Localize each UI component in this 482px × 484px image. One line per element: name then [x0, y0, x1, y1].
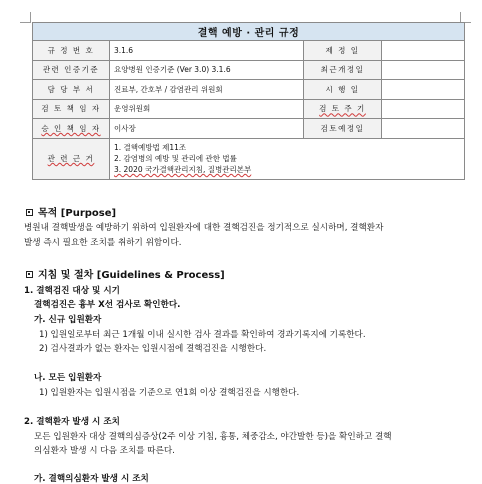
value-regulation-number: 3.1.6	[110, 41, 304, 61]
regulation-info-table	[32, 22, 465, 180]
value-last-revision-date	[382, 60, 465, 80]
section-heading-purpose	[26, 204, 116, 219]
label-next-review-date: 검토예정일	[304, 119, 382, 139]
label-related-standard: 관련 인증기준	[33, 60, 110, 80]
value-related-standard: 요양병원 인증기준 (Ver 3.0) 3.1.6	[110, 60, 304, 80]
value-reviewer: 운영위원회	[110, 99, 304, 119]
paragraph-text: 모든 입원환자 대상 결핵의심증상(2주 이상 기침, 흉통, 체중감소, 야간발한 등)을 확인하고 결핵	[34, 432, 392, 442]
value-legal-basis	[110, 138, 465, 179]
value-enactment-date	[382, 41, 465, 61]
value-department: 진료부, 간호부 / 감염관리 위원회	[110, 80, 304, 100]
reference-item: 1. 결핵예방법 제11조	[114, 143, 187, 152]
table-row	[33, 60, 465, 80]
label-review-cycle: 검 토 주 기	[304, 99, 382, 119]
purpose-text-line: 병원내 결핵발생을 예방하기 위하여 입원환자에 대한 결핵검진을 정기적으로 실시하며, 결핵환자	[24, 223, 384, 233]
list-item: 1) 입원환자는 입원시점을 기준으로 연1회 이상 결핵검진을 시행한다.	[39, 388, 300, 398]
table-row	[33, 80, 465, 100]
label-regulation-number: 규 정 번 호	[33, 41, 110, 61]
value-effective-date	[382, 80, 465, 100]
table-row	[33, 41, 465, 61]
label-reviewer: 검 토 책 임 자	[33, 99, 110, 119]
item-title: 가. 결핵의심환자 발생 시 조치	[34, 474, 149, 484]
label-department: 담 당 부 서	[33, 80, 110, 100]
value-review-cycle	[382, 99, 465, 119]
reference-item: 2. 감염병의 예방 및 관리에 관한 법률	[114, 154, 237, 163]
table-row	[33, 138, 465, 179]
list-item: 2) 검사결과가 없는 환자는 입원시점에 결핵검진을 시행한다.	[39, 344, 267, 354]
section-heading-guidelines	[26, 266, 225, 281]
value-approver: 이사장	[110, 119, 304, 139]
subsection-title: 2. 결핵환자 발생 시 조치	[24, 417, 120, 427]
paragraph-text: 결핵검진은 흉부 X선 검사로 확인한다.	[34, 300, 181, 310]
label-enactment-date: 제 정 일	[304, 41, 382, 61]
label-legal-basis: 관 련 근 거	[33, 138, 110, 179]
square-bullet-icon	[26, 271, 33, 278]
list-item: 1) 입원일로부터 최근 1개월 이내 실시한 검사 결과를 확인하여 경과기록지에 기록한다.	[39, 330, 366, 340]
label-last-revision-date: 최근개정일	[304, 60, 382, 80]
document-title: 결핵 예방 · 관리 규정	[33, 23, 465, 41]
label-effective-date: 시 행 일	[304, 80, 382, 100]
section-heading-text: 지침 및 절차 [Guidelines & Process]	[38, 270, 225, 281]
paragraph-text: 의심환자 발생 시 다음 조치를 따른다.	[34, 446, 175, 456]
subsection-title: 1. 결핵검진 대상 및 시기	[24, 286, 120, 296]
purpose-text-line: 발생 즉시 필요한 조치를 취하기 위함이다.	[24, 238, 182, 248]
table-row	[33, 99, 465, 119]
item-title: 나. 모든 입원환자	[34, 373, 102, 383]
section-heading-text: 목적 [Purpose]	[38, 208, 117, 219]
label-approver: 승 인 책 임 자	[33, 119, 110, 139]
page-corner-mark	[20, 12, 31, 23]
table-row	[33, 119, 465, 139]
item-title: 가. 신규 입원환자	[34, 315, 102, 325]
reference-item: 3. 2020 국가결핵관리지침, 질병관리본부	[114, 165, 252, 174]
square-bullet-icon	[26, 209, 33, 216]
value-next-review-date	[382, 119, 465, 139]
